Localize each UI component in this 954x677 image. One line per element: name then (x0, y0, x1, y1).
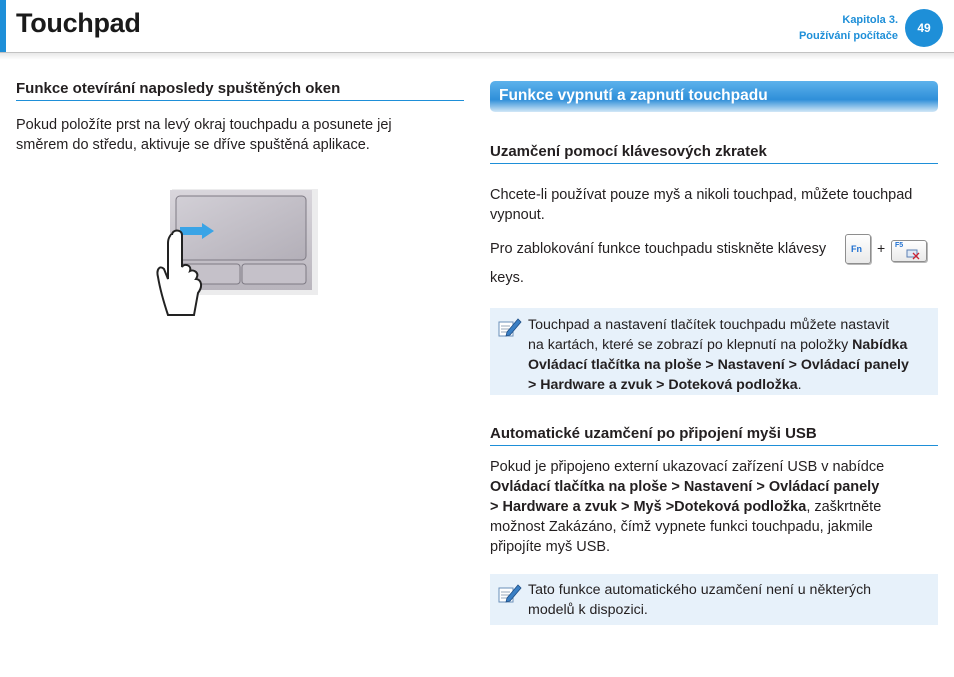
header-shadow (0, 52, 954, 60)
swipe-arrow-shaft (180, 227, 202, 235)
shortcut-paragraph-line: vypnout. (490, 207, 545, 223)
key-instruction-text: Pro zablokování funkce touchpadu stiskněte klávesy (490, 241, 827, 257)
left-paragraph-line: směrem do středu, aktivuje se dříve spuštěná aplikace. (16, 137, 370, 153)
note-line (528, 335, 938, 355)
left-paragraph-line: Pokud položíte prst na levý okraj touchpadu a posunete jej (16, 117, 392, 133)
page-title: Touchpad (16, 8, 141, 38)
note-line-part: na kartách, které se zobrazí po klepnutí na položky (528, 337, 853, 353)
note-box-settings (490, 308, 938, 395)
plus-sign: + (877, 240, 886, 256)
fn-key-label: Fn (851, 244, 862, 254)
f5-key (891, 240, 927, 262)
note-line (528, 375, 938, 395)
chapter-label (799, 12, 898, 44)
fn-key (845, 234, 871, 264)
usb-paragraph-line: možnost Zakázáno, čímž vypnete funkci touchpadu, jakmile (490, 519, 873, 535)
shortcut-lock-heading: Uzamčení pomocí klávesových zkratek (490, 143, 938, 164)
touchpad-gesture-illustration (150, 185, 330, 325)
touchpad-right-button (242, 264, 306, 284)
f5-key-label: F5 (895, 242, 904, 249)
note-pencil-icon (498, 582, 522, 604)
touchpad-toggle-icon (906, 249, 920, 260)
usb-paragraph-line: Pokud je připojeno externí ukazovací zařízení USB v nabídce (490, 459, 885, 475)
usb-paragraph (490, 457, 950, 557)
section-banner (490, 81, 938, 112)
usb-paragraph-bold: > Hardware a zvuk > Myš >Doteková podložka (490, 499, 807, 515)
header-accent-bar (0, 0, 6, 52)
shortcut-paragraph (490, 185, 950, 225)
left-paragraph (16, 115, 464, 155)
keys-word: keys. (490, 270, 524, 286)
usb-lock-heading: Automatické uzamčení po připojení myši USB (490, 425, 938, 446)
note-availability-text (528, 580, 938, 620)
note-line: Tato funkce automatického uzamčení není u některých (528, 582, 872, 598)
note-line-bold: Nabídka (852, 337, 908, 353)
note-settings-text (528, 315, 938, 395)
chapter-title: Používání počítače (798, 30, 898, 42)
note-line-part: . (797, 377, 802, 393)
chapter-number: Kapitola 3. (842, 14, 898, 26)
note-line-bold: > Hardware a zvuk > Doteková podložka (528, 377, 798, 393)
shortcut-paragraph-line: Chcete-li používat pouze myš a nikoli touchpad, můžete touchpad (490, 187, 913, 203)
usb-paragraph-part: , zaškrtněte (806, 499, 882, 515)
note-pencil-icon (498, 316, 522, 338)
usb-paragraph-line (490, 497, 950, 517)
usb-paragraph-line: připojíte myš USB. (490, 539, 611, 555)
section-banner-title: Funkce vypnutí a zapnutí touchpadu (499, 87, 768, 104)
usb-paragraph-line: Ovládací tlačítka na ploše > Nastavení > Ovládací panely (490, 479, 880, 495)
note-line: Ovládací tlačítka na ploše > Nastavení > Ovládací panely (528, 357, 909, 373)
note-line: Touchpad a nastavení tlačítek touchpadu můžete nastavit (528, 317, 890, 333)
page-number-badge: 49 (905, 9, 943, 47)
note-box-availability (490, 574, 938, 625)
note-line: modelů k dispozici. (528, 602, 648, 618)
left-heading: Funkce otevírání naposledy spuštěných oken (16, 80, 464, 101)
